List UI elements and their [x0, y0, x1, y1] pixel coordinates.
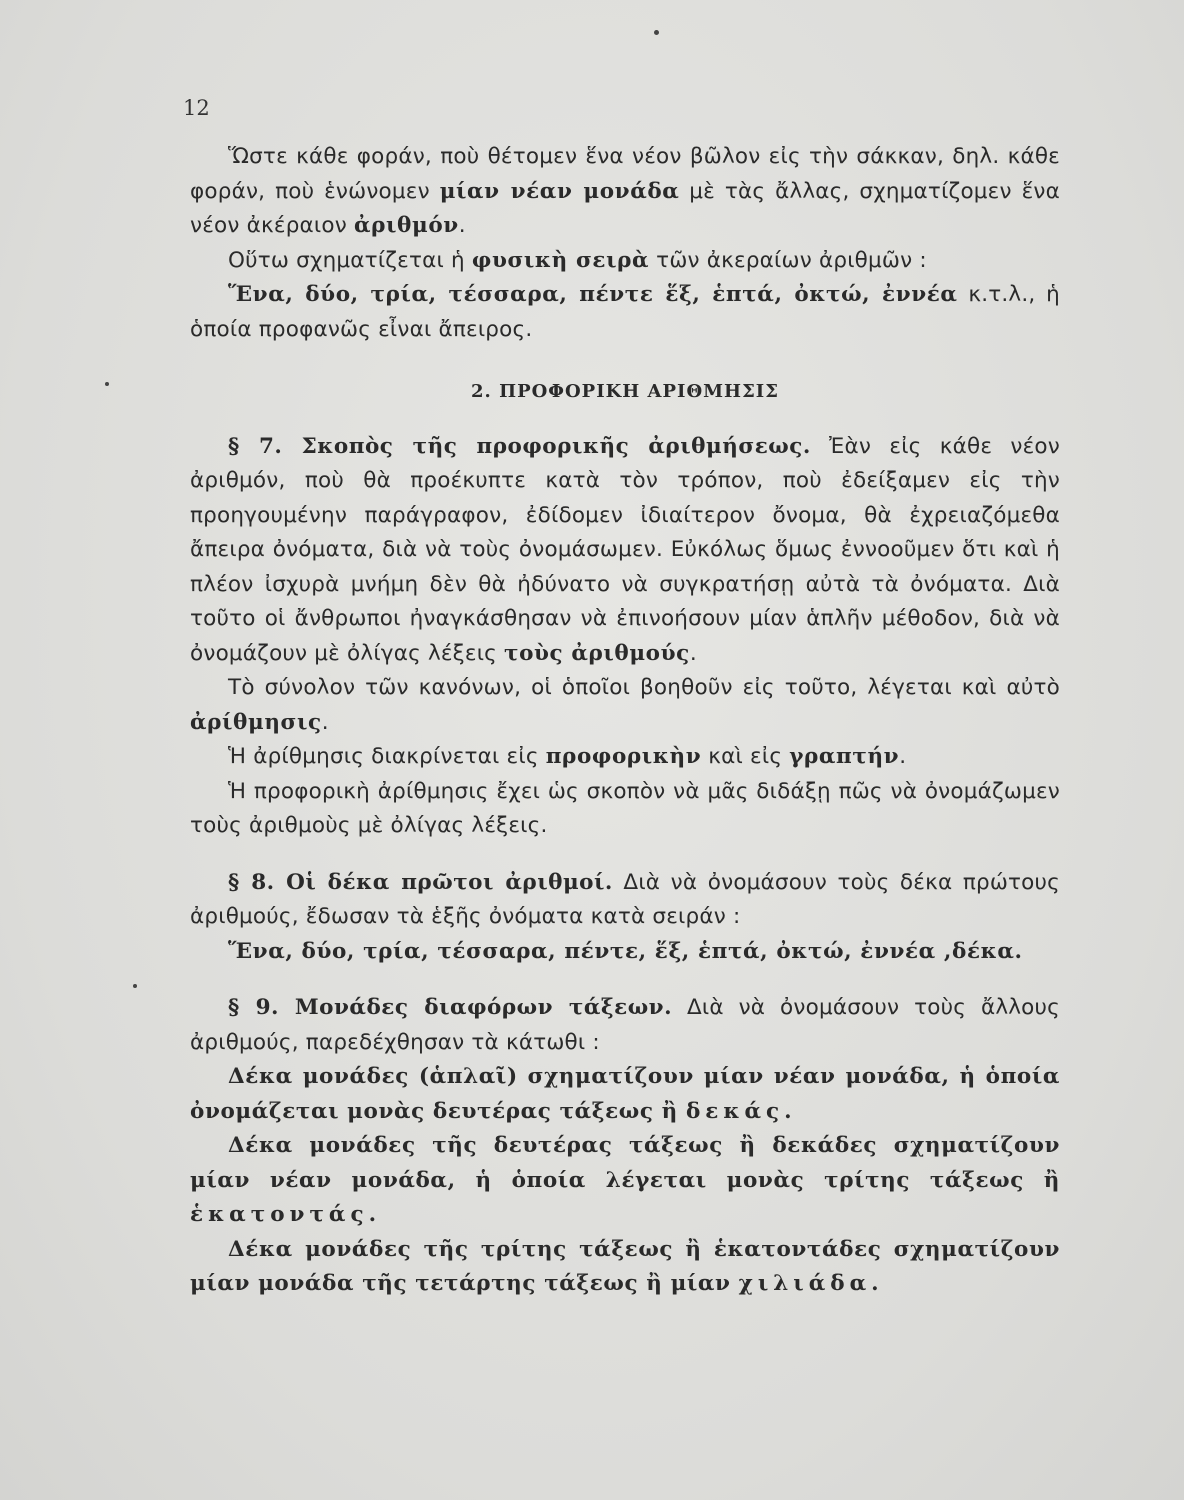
bold-term: μίαν νέαν μονάδα: [439, 178, 680, 204]
text-run: Διὰ νὰ ὀνομάσουν τοὺς ἄλλους ἀριθμούς, παρεδέχθησαν τὰ κάτωθι :: [190, 995, 1060, 1055]
text-run: .: [458, 213, 466, 238]
text-run: Ἡ ἀρίθμησις διακρίνεται εἰς: [228, 744, 546, 769]
text-run: Δέκα μονάδες τῆς τρίτης τάξεως ἢ ἑκατοντάδες σχηματίζουν μίαν μονάδα τῆς τετάρτης τάξεως ἢ μίαν: [190, 1236, 1060, 1296]
paragraph-1: [190, 140, 1060, 244]
body-text: [190, 140, 1060, 1302]
numbers-list: Ἕνα, δύο, τρία, τέσσαρα, πέντε, ἕξ, ἑπτά, ὀκτώ, ἐννέα ,δέκα.: [228, 938, 1023, 964]
rule-2: [190, 1129, 1060, 1233]
bold-term: τοὺς ἀριθμούς: [504, 640, 690, 666]
section-title: § 7. Σκοπὸς τῆς προφορικῆς ἀριθμήσεως.: [228, 433, 811, 459]
text-run: Ἐὰν εἰς κάθε νέον ἀριθμόν, ποὺ θὰ προέκυπτε κατὰ τὸν τρόπον, ποὺ ἐδείξαμεν εἰς τὴν προηγουμένην παράγραφον, ἐδίδομεν ἰδιαίτερον ὄνομα, θὰ ἐχρειαζόμεθα ἄπειρα ὀνόματα, διὰ νὰ τοὺς ὀνομάσωμεν. Εὐκόλως ὅμως ἐννοοῦμεν ὅτι καὶ ἡ πλέον ἰσχυρὰ μνήμη δὲν θὰ ἠδύνατο νὰ συγκρατήσῃ αὐτὰ τὰ ὀνόματα. Διὰ τοῦτο οἱ ἄνθρωποι ἠναγκάσθησαν νὰ ἐπινοήσουν μίαν ἁπλῆν μέθοδον, διὰ νὰ ὀνομάζουν μὲ ὀλίγας λέξεις: [190, 433, 1060, 666]
text-run: Οὕτω σχηματίζεται ἡ: [228, 247, 472, 273]
section-9: [190, 991, 1060, 1060]
rule-3: [190, 1233, 1060, 1302]
text-run: Δέκα μονάδες τῆς δευτέρας τάξεως ἢ δεκάδες σχηματίζουν μίαν νέαν μονάδα, ἡ ὁποία λέγεται μονὰς τρίτης τάξεως ἢ: [190, 1133, 1060, 1193]
bold-term: προφορικὴν: [545, 744, 702, 769]
section-7: [190, 430, 1060, 672]
text-run: .: [899, 744, 907, 769]
bold-term: γραπτήν: [789, 744, 900, 769]
rule-1: [190, 1060, 1060, 1129]
section-heading: 2. ΠΡΟΦΟΡΙΚΗ ΑΡΙΘΜΗΣΙΣ: [471, 381, 779, 402]
section-title: § 8. Οἱ δέκα πρῶτοι ἀριθμοί.: [228, 869, 613, 895]
section-8: [190, 866, 1060, 935]
bold-term: Ἕνα, δύο, τρία, τέσσαρα, πέντε ἕξ, ἑπτά, ὀκτώ, ἐννέα: [228, 282, 958, 307]
text-run: καὶ εἰς: [701, 744, 790, 769]
bold-term: ἀρίθμησις: [190, 709, 322, 735]
ink-speck: [654, 30, 659, 35]
bold-term: ἀριθμόν: [354, 213, 459, 238]
paragraph-3: [190, 278, 1060, 347]
ink-speck: [105, 382, 109, 386]
text-run: τῶν ἀκεραίων ἀριθμῶν :: [649, 247, 927, 273]
text-run: .: [321, 709, 329, 735]
text-run: Ὥστε κάθε φοράν, ποὺ θέτομεν ἕνα νέον βῶλον εἰς τὴν σάκκαν, δηλ. κάθε φοράν, ποὺ ἑνώνομεν: [190, 144, 1060, 204]
text-run: .: [689, 640, 697, 666]
section-title: § 9. Μονάδες διαφόρων τάξεων.: [228, 995, 673, 1020]
text-run: Δέκα μονάδες (ἁπλαῖ) σχηματίζουν μίαν νέαν μονάδα, ἡ ὁποία ὀνομάζεται μονὰς δευτέρας τάξεως ἢ: [190, 1064, 1060, 1124]
paragraph-6: Ἡ προφορικὴ ἀρίθμησις ἔχει ὡς σκοπὸν νὰ μᾶς διδάξῃ πῶς νὰ ὀνομάζωμεν τοὺς ἀριθμοὺς μὲ ὀλίγας λέξεις.: [190, 778, 1060, 838]
text-run: Τὸ σύνολον τῶν κανόνων, οἱ ὁποῖοι βοηθοῦν εἰς τοῦτο, λέγεται καὶ αὐτὸ: [228, 675, 1060, 700]
paragraph-2: [190, 244, 1060, 279]
ink-speck: [133, 984, 137, 988]
paragraph-5: [190, 740, 1060, 775]
text-run: .: [871, 1271, 880, 1296]
text-run: .: [784, 1098, 793, 1124]
spaced-term: χιλιάδα: [738, 1271, 872, 1296]
paragraph-4: [190, 671, 1060, 740]
page-number: 12: [183, 96, 210, 120]
bold-term: φυσικὴ σειρὰ: [471, 247, 650, 273]
spaced-term: ἑκατοντάς: [190, 1202, 369, 1227]
text-run: Διὰ νὰ ὀνομάσουν τοὺς δέκα πρώτους ἀριθμούς, ἔδωσαν τὰ ἑξῆς ὀνόματα κατὰ σειράν :: [190, 869, 1060, 929]
spaced-term: δεκάς: [685, 1098, 785, 1124]
text-run: μὲ τὰς ἄλλας, σχηματίζομεν ἕνα νέον ἀκέραιον: [190, 178, 1060, 238]
text-run: .: [368, 1202, 377, 1227]
text-run: κ.τ.λ., ἡ ὁποία προφανῶς εἶναι ἄπειρος.: [190, 282, 1060, 342]
